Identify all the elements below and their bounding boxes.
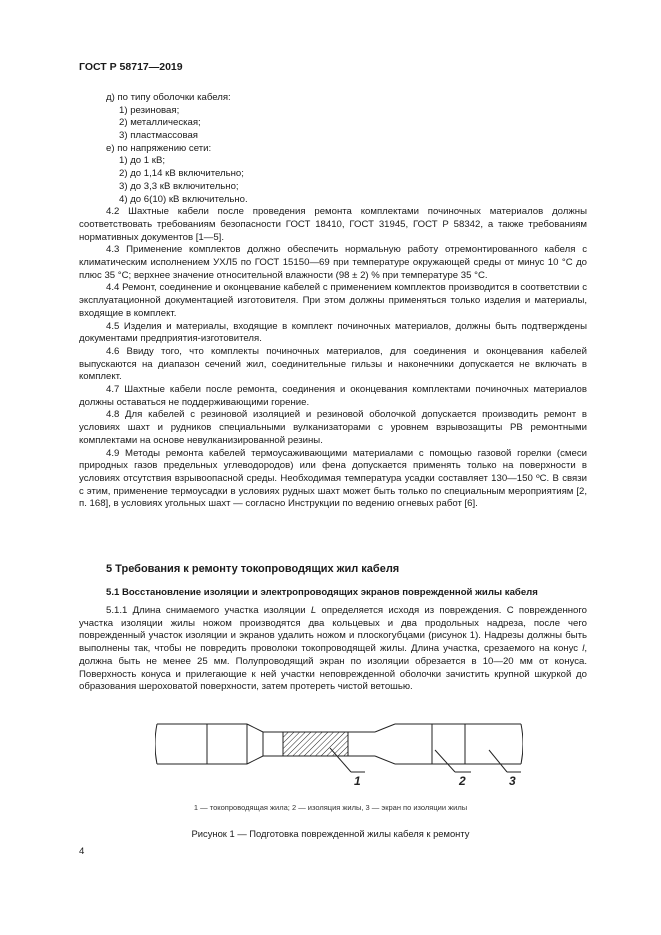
- paragraph-rest: определяется исходя из повреждения. С поврежденного участка изоляции жилы ножом производятся два кольцевых и два продольных надреза, после чего поврежденный участок изоляции и экранов удалить ножом и плоскогубцами (рисунок 1). Надрезы должны быть выполнены так, чтобы не повредить проволоки токопроводящей жилы. Длина участка, срезаемого на конус: [79, 605, 588, 655]
- figure-caption: Рисунок 1 — Подготовка поврежденной жилы кабеля к ремонту: [191, 828, 470, 839]
- list-item: 2) металлическая;: [119, 117, 201, 129]
- list-item: е) по напряжению сети:: [106, 142, 212, 154]
- document-header: ГОСТ Р 58717—2019: [79, 61, 183, 73]
- cable-figure: [155, 718, 523, 798]
- figure-label-2: 2: [459, 774, 466, 788]
- paragraph-4-2: 4.2 Шахтные кабели после проведения ремонта комплектами починочных материалов должны соответствовать требованиям безопасности ГОСТ 18410, ГОСТ 31945, ГОСТ Р 58342, а также требованиям нормативных документов [1—5].: [79, 206, 587, 243]
- conductor-hatch: [283, 732, 348, 756]
- paragraph-4-6: 4.6 Ввиду того, что комплекты починочных материалов, для соединения и оконцевания кабелей выпускаются на диапазон сечений жил, соединительные гильзы и наконечники допускается не включать в комплект.: [79, 345, 587, 383]
- list-item: 4) до 6(10) кВ включительно.: [119, 193, 248, 205]
- list-item: 3) до 3,3 кВ включительно;: [119, 180, 239, 192]
- section-title: 5 Требования к ремонту токопроводящих жил кабеля: [106, 563, 400, 575]
- figure-legend: 1 — токопроводящая жила; 2 — изоляция жилы, 3 — экран по изоляции жилы: [193, 803, 468, 812]
- paragraph-prefix: 5.1.1 Длина снимаемого участка изоляции: [106, 605, 311, 616]
- variable-L: L: [310, 605, 317, 616]
- main-text: [79, 92, 587, 511]
- figure-label-3: 3: [509, 774, 516, 788]
- leader-lines: [330, 748, 521, 772]
- paragraph-4-3: 4.3 Применение комплектов должно обеспечить нормальную работу отремонтированного кабеля с климатическим исполнением УХЛ5 по ГОСТ 15150—69 при температуре окружающей среды от минус 10 °С до плюс 35 °С; верхнее значение относительной влажности (98 ± 2) % при температуре 35 °С.: [79, 244, 587, 281]
- paragraph-5-1-1: [79, 605, 587, 694]
- paragraph-4-4: 4.4 Ремонт, соединение и оконцевание кабелей с применением комплектов производится в соответствии с эксплуатационной документацией изготовителя. При этом должны применяться только изделия и материалы, входящие в комплект.: [79, 282, 587, 319]
- paragraph-4-8: 4.8 Для кабелей с резиновой изоляцией и резиновой оболочкой допускается производить ремонт в условиях шахт и рудников специальными вулканизаторами с уровнем взрывозащиты РВ ремонтными комплектами на основе невулканизированной резины.: [79, 409, 587, 446]
- page-number: 4: [79, 846, 85, 857]
- list-item: 1) резиновая;: [119, 104, 180, 116]
- subsection-title: 5.1 Восстановление изоляции и электропроводящих экранов поврежденной жилы кабеля: [106, 587, 538, 598]
- paragraph-4-9: 4.9 Методы ремонта кабелей термоусаживающими материалами с помощью газовой горелки (смеси природных газов предельных углеводородов) или фена допускается применять только на поверхности в условиях отсутствия взрывоопасной среды. Необходимая температура усадки составляет 130—150 ºС. В связи с этим, применение термоусадки в условиях рудных шахт может быть только по специальным мероприятиям [2, п. 168], в условиях угольных шахт — согласно Инструкции по ведению огневых работ [6].: [79, 447, 587, 510]
- list-item: д) по типу оболочки кабеля:: [106, 92, 231, 103]
- variable-l: l: [582, 643, 585, 655]
- list-item: 2) до 1,14 кВ включительно;: [119, 168, 244, 180]
- list-item: 1) до 1 кВ;: [119, 155, 166, 167]
- paragraph-4-5: 4.5 Изделия и материалы, входящие в комплект починочных материалов, должны быть подтверждены документами предприятия-изготовителя.: [79, 320, 587, 345]
- list-item: 3) пластмассовая: [119, 130, 199, 142]
- paragraph-4-7: 4.7 Шахтные кабели после ремонта, соединения и оконцевания комплектами починочных материалов должны оставаться не поддерживающими горение.: [79, 384, 587, 408]
- paragraph-end: , должна быть не менее 25 мм. Полупроводящий экран по изоляции обрезается в 10—20 мм от конуса. Поверхность конуса и прилегающие к ней участки неповрежденной оболочки зачистить крупной шкуркой до образования шероховатой поверхности, затем протереть чистой ветошью.: [79, 643, 587, 693]
- section-text: [79, 605, 587, 694]
- figure-label-1: 1: [354, 774, 361, 788]
